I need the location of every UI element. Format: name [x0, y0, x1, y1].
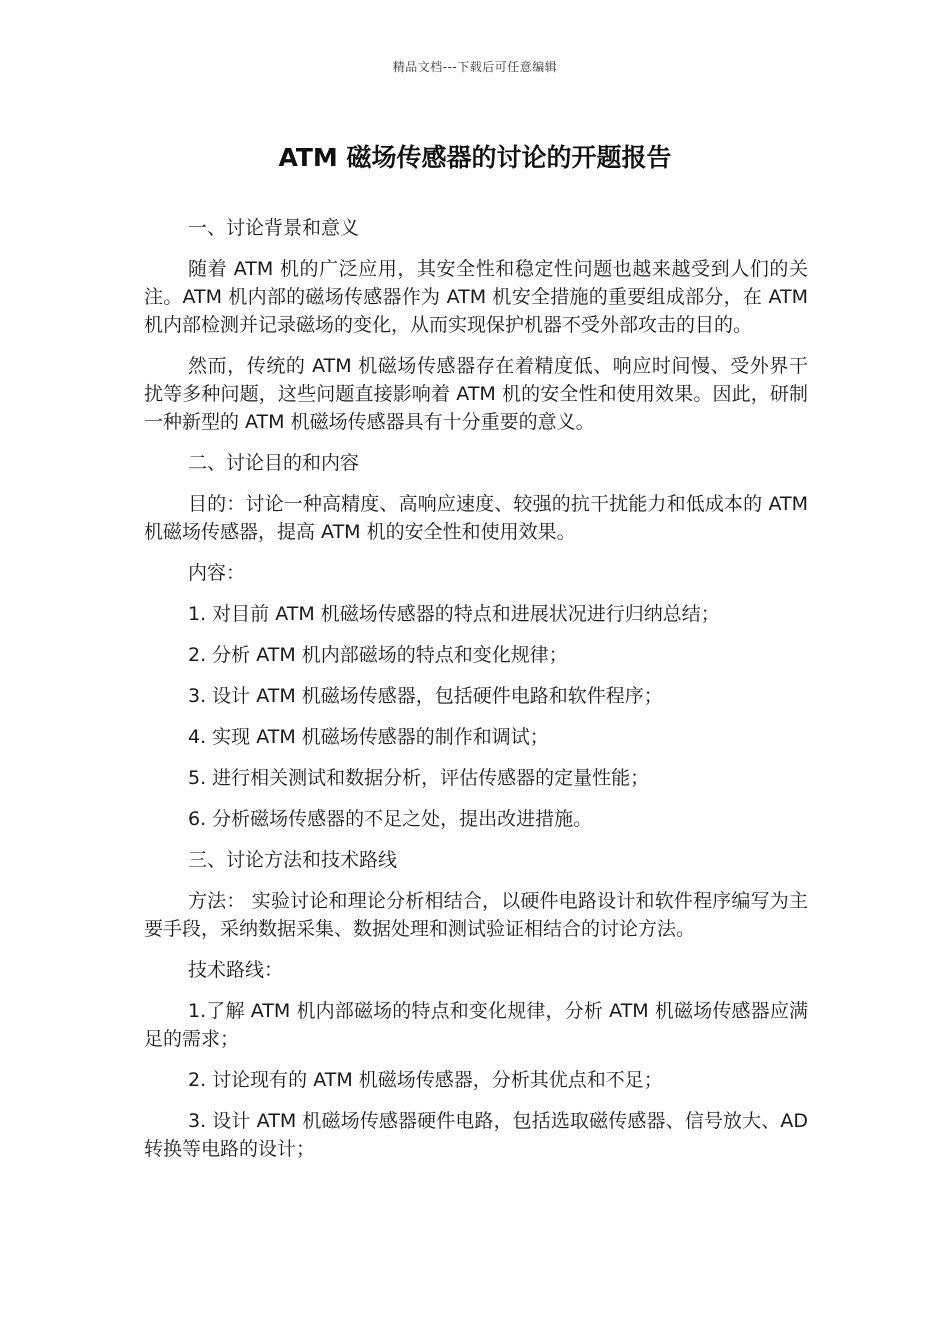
document-title: ATM 磁场传感器的讨论的开题报告	[278, 143, 672, 172]
content-item-5: 5. 进行相关测试和数据分析，评估传感器的定量性能；	[188, 767, 650, 789]
route-item-1: 1.了解 ATM 机内部磁场的特点和变化规律，分析 ATM 机磁场传感器应满足的需求；	[144, 1000, 808, 1050]
section-heading-purpose: 二、讨论目的和内容	[188, 452, 360, 474]
content-label: 内容：	[188, 562, 246, 584]
section-heading-method: 三、讨论方法和技术路线	[188, 849, 398, 871]
paragraph-background-2: 然而，传统的 ATM 机磁场传感器存在着精度低、响应时间慢、受外界干扰等多种问题，这些问题直接影响着 ATM 机的安全性和使用效果。因此，研制一种新型的 ATM 机磁场传感器具有十分重要的意义。	[144, 355, 808, 433]
route-item-3: 3. 设计 ATM 机磁场传感器硬件电路，包括选取磁传感器、信号放大、AD 转换等电路的设计；	[144, 1110, 808, 1160]
paragraph-purpose: 目的：讨论一种高精度、高响应速度、较强的抗干扰能力和低成本的 ATM 机磁场传感器，提高 ATM 机的安全性和使用效果。	[144, 493, 808, 543]
paragraph-method: 方法： 实验讨论和理论分析相结合，以硬件电路设计和软件程序编写为主要手段，采纳数据采集、数据处理和测试验证相结合的讨论方法。	[144, 890, 808, 940]
route-item-2: 2. 讨论现有的 ATM 机磁场传感器，分析其优点和不足；	[188, 1069, 663, 1091]
content-item-6: 6. 分析磁场传感器的不足之处，提出改进措施。	[188, 808, 593, 830]
page-header: 精品文档---下载后可任意编辑	[392, 60, 558, 74]
content-item-1: 1. 对目前 ATM 机磁场传感器的特点和进展状况进行归纳总结；	[188, 603, 720, 625]
content-item-2: 2. 分析 ATM 机内部磁场的特点和变化规律；	[188, 644, 568, 666]
section-heading-background: 一、讨论背景和意义	[188, 217, 360, 239]
content-item-3: 3. 设计 ATM 机磁场传感器，包括硬件电路和软件程序；	[188, 685, 663, 707]
paragraph-background-1: 随着 ATM 机的广泛应用，其安全性和稳定性问题也越来越受到人们的关注。ATM 机内部的磁场传感器作为 ATM 机安全措施的重要组成部分，在 ATM 机内部检测并记录磁场的变化，从而实现保护机器不受外部攻击的目的。	[144, 258, 808, 336]
content-item-4: 4. 实现 ATM 机磁场传感器的制作和调试；	[188, 726, 549, 748]
technical-route-label: 技术路线：	[188, 959, 284, 981]
document-body	[144, 214, 808, 1176]
